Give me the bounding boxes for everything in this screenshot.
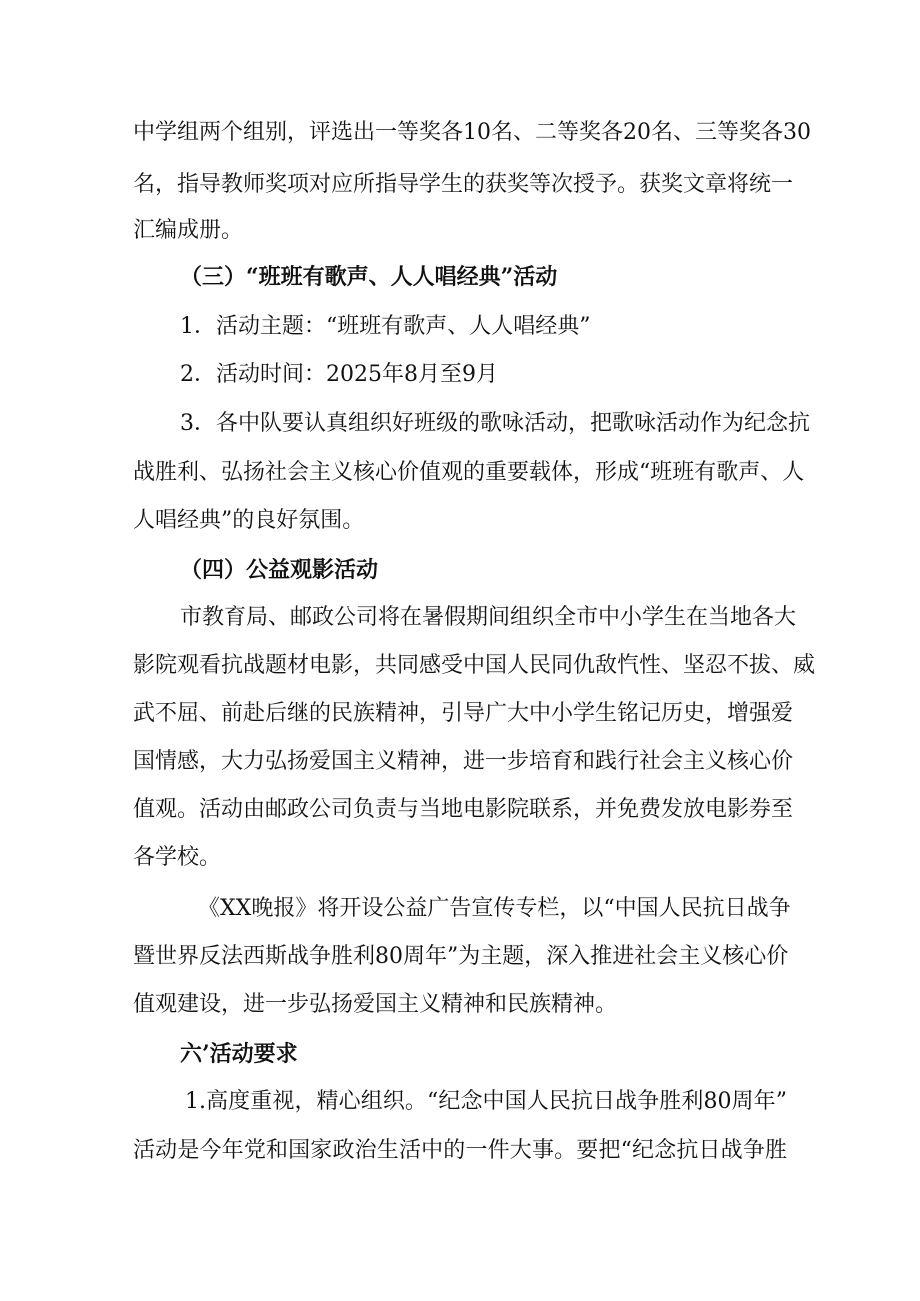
paragraph-line: 活动是今年党和国家政治生活中的一件大事。要把“纪念抗日战争胜 bbox=[133, 1138, 787, 1163]
paragraph-line: 武不屈、前赴后继的民族精神，引导广大中小学生铭记历史，增强爱 bbox=[133, 701, 794, 726]
paragraph-line: 暨世界反法西斯战争胜利80周年”为主题，深入推进社会主义核心价 bbox=[133, 944, 789, 969]
list-item: 3．各中队要认真组织好班级的歌咏活动，把歌咏活动作为纪念抗 bbox=[180, 411, 810, 436]
section-heading-4: （四）公益观影活动 bbox=[180, 557, 379, 583]
list-item: 1．活动主题：“班班有歌声、人人唱经典” bbox=[180, 314, 591, 339]
paragraph-line: 《XX晚报》将开设公益广告宣传专栏，以“中国人民抗日战争 bbox=[198, 896, 791, 921]
paragraph-line: 值观建设，进一步弘扬爱国主义精神和民族精神。 bbox=[133, 992, 618, 1017]
paragraph-line: 国情感，大力弘扬爱国主义精神，进一步培育和践行社会主义核心价 bbox=[133, 749, 794, 774]
list-item: 2．活动时间：2025年8月至9月 bbox=[180, 362, 498, 387]
paragraph-line: 影院观看抗战题材电影，共同感受中国人民同仇敌忾性、坚忍不拔、威 bbox=[133, 653, 816, 678]
paragraph-line: 战胜利、弘扬社会主义核心价值观的重要载体，形成“班班有歌声、人 bbox=[133, 460, 805, 485]
paragraph-line: 1.高度重视，精心组织。“纪念中国人民抗日战争胜利80周年” bbox=[185, 1089, 787, 1114]
paragraph-line: 值观。活动由邮政公司负责与当地电影院联系，并免费发放电影券至 bbox=[133, 797, 794, 822]
paragraph-line: 人唱经典”的良好氛围。 bbox=[133, 508, 365, 533]
paragraph-line: 各学校。 bbox=[133, 845, 222, 870]
section-heading-6: 六’活动要求 bbox=[180, 1041, 298, 1067]
paragraph-line: 汇编成册。 bbox=[133, 218, 244, 243]
section-heading-3: （三）“班班有歌声、人人唱经典”活动 bbox=[180, 264, 558, 290]
paragraph-line: 名，指导教师奖项对应所指导学生的获奖等次授予。获奖文章将统一 bbox=[133, 172, 794, 197]
paragraph-line: 市教育局、邮政公司将在暑假期间组织全市中小学生在当地各大 bbox=[180, 605, 797, 630]
paragraph-line: 中学组两个组别，评选出一等奖各10名、二等奖各20名、三等奖各30 bbox=[133, 120, 811, 145]
